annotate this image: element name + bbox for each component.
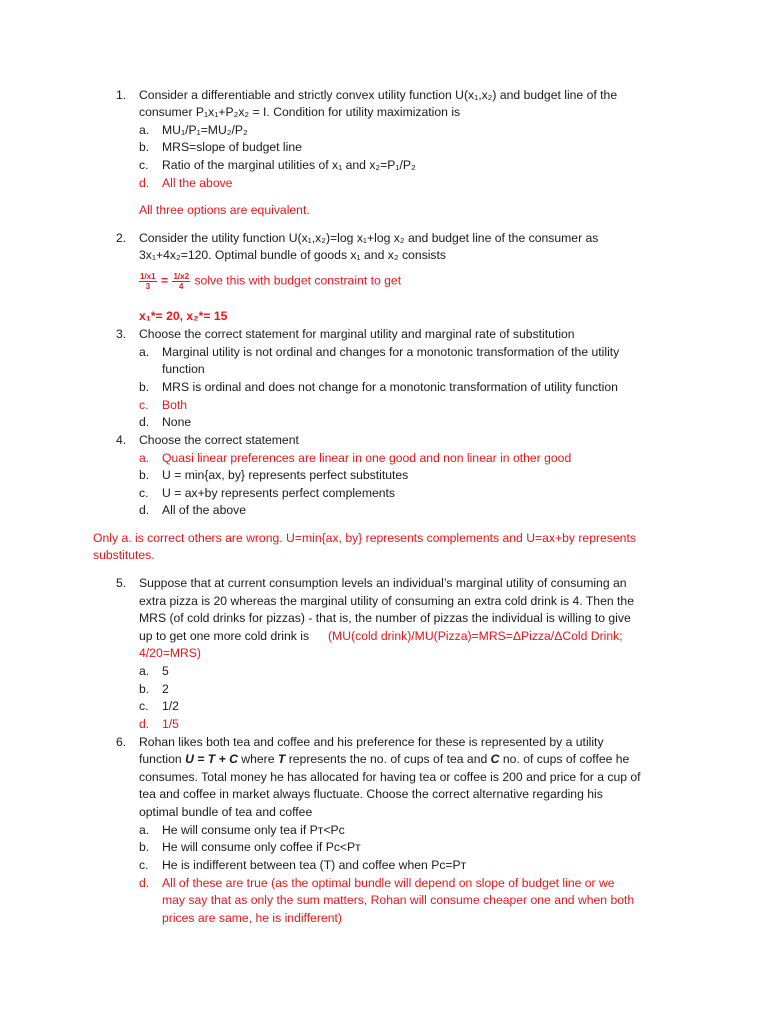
fraction: $\frac{1/x2}{4}$ <box>173 272 190 291</box>
question-number: 2. <box>116 231 127 245</box>
option-text: 1/2 <box>162 699 179 713</box>
question-text: Choose the correct statement for marginal utility and marginal rate of substitution <box>139 327 575 341</box>
answer-option: All of these are true (as the optimal bundle will depend on slope of budget line or we <box>162 876 615 890</box>
option-text: Ratio of the marginal utilities of x₁ and x₂=P₁/P₂ <box>162 158 416 172</box>
option-text: MRS is ordinal and does not change for a monotonic transformation of utility function <box>162 380 618 394</box>
option-letter: c. <box>139 158 149 172</box>
question-number: 6. <box>116 735 127 749</box>
option-text: All of the above <box>162 503 247 517</box>
option-letter: c. <box>139 699 149 713</box>
question-text: Rohan likes both tea and coffee and his preference for these is represented by a utility <box>139 735 604 749</box>
answer-note: substitutes. <box>93 548 155 562</box>
answer-option: 1/5 <box>162 717 179 731</box>
question-number: 1. <box>116 88 127 102</box>
option-letter: b. <box>139 468 150 482</box>
option-letter: a. <box>139 823 150 837</box>
option-text: 2 <box>162 682 169 696</box>
option-letter: b. <box>139 840 150 854</box>
option-text: U = ax+by represents perfect complements <box>162 486 396 500</box>
answer-note: x₁*= 20, x₂*= 15 <box>139 309 228 323</box>
question-number: 3. <box>116 327 127 341</box>
question-text: Consider the utility function U(x₁,x₂)=log x₁+log x₂ and budget line of the consumer as <box>139 231 599 245</box>
option-letter: d. <box>139 415 150 429</box>
answer-explanation: (MU(cold drink)/MU(Pizza)=MRS=ΔPizza/ΔCold Drink; <box>328 629 623 643</box>
option-text: He will consume only tea if Pᴛ<Pᴄ <box>162 823 345 837</box>
fraction-equation: $\frac{1/x1}{3}$ = $\frac{1/x2}{4}$ solve this with budget constraint to get <box>140 272 402 291</box>
option-text: None <box>162 415 192 429</box>
question-number: 5. <box>116 576 127 590</box>
option-letter: c. <box>139 398 149 412</box>
option-text: He will consume only coffee if Pᴄ<Pᴛ <box>162 840 361 854</box>
option-letter: d. <box>139 717 150 731</box>
option-letter: a. <box>139 451 150 465</box>
option-text: MRS=slope of budget line <box>162 140 302 154</box>
option-letter: d. <box>139 876 150 890</box>
option-text: U = min{ax, by} represents perfect substitutes <box>162 468 409 482</box>
question-number: 4. <box>116 433 127 447</box>
question-text: Consider a differentiable and strictly convex utility function U(x₁,x₂) and budget line of the <box>139 88 618 102</box>
answer-note: Only a. is correct others are wrong. U=min{ax, by} represents complements and U=ax+by represents <box>93 531 636 545</box>
question-text: 3x₁+4x₂=120. Optimal bundle of goods x₁ and x₂ consists <box>139 248 446 262</box>
answer-option: may say that as only the sum matters, Rohan will consume cheaper one and when both <box>162 893 635 907</box>
option-text: 5 <box>162 664 169 678</box>
answer-explanation: 4/20=MRS) <box>139 646 201 660</box>
option-text: function <box>162 362 205 376</box>
utility-formula: U = T + C <box>185 752 238 766</box>
solve-text: solve this with budget constraint to get <box>194 273 402 288</box>
option-letter: b. <box>139 380 150 394</box>
option-letter: a. <box>139 123 150 137</box>
question-text: consumer P₁x₁+P₂x₂ = I. Condition for utility maximization is <box>139 105 461 119</box>
option-letter: d. <box>139 503 150 517</box>
question-text: extra pizza is 20 whereas the marginal utility of consuming an extra cold drink is 4. Then the <box>139 594 634 608</box>
question-text: Suppose that at current consumption levels an individual’s marginal utility of consuming an <box>139 576 627 590</box>
option-letter: b. <box>139 682 150 696</box>
answer-option: Quasi linear preferences are linear in one good and non linear in other good <box>162 451 572 465</box>
question-text: MRS (of cold drinks for pizzas) - that is, the number of pizzas the individual is willing to give <box>139 611 631 625</box>
question-text: function U = T + C where T represents the no. of cups of tea and C no. of cups of coffee he <box>139 752 630 766</box>
option-text: Marginal utility is not ordinal and changes for a monotonic transformation of the utility <box>162 345 620 359</box>
question-text: tea and coffee in market always fluctuate. Choose the correct alternative regarding his <box>139 787 603 801</box>
option-text: MU₁/P₁=MU₂/P₂ <box>162 123 248 137</box>
answer-option: All the above <box>162 176 233 190</box>
option-letter: a. <box>139 345 150 359</box>
answer-option: prices are same, he is indifferent) <box>162 911 342 925</box>
option-letter: c. <box>139 858 149 872</box>
option-text: He is indifferent between tea (T) and coffee when Pᴄ=Pᴛ <box>162 858 467 872</box>
option-letter: b. <box>139 140 150 154</box>
fraction: $\frac{1/x1}{3}$ <box>140 272 156 291</box>
question-text: optimal bundle of tea and coffee <box>139 805 313 819</box>
question-text: up to get one more cold drink is <box>139 629 310 643</box>
option-letter: c. <box>139 486 149 500</box>
answer-note: All three options are equivalent. <box>139 203 310 217</box>
option-letter: d. <box>139 176 150 190</box>
question-text: consumes. Total money he has allocated for having tea or coffee is 200 and price for a cup of <box>139 770 641 784</box>
answer-option: Both <box>162 398 188 412</box>
option-letter: a. <box>139 664 150 678</box>
question-text: Choose the correct statement <box>139 433 299 447</box>
